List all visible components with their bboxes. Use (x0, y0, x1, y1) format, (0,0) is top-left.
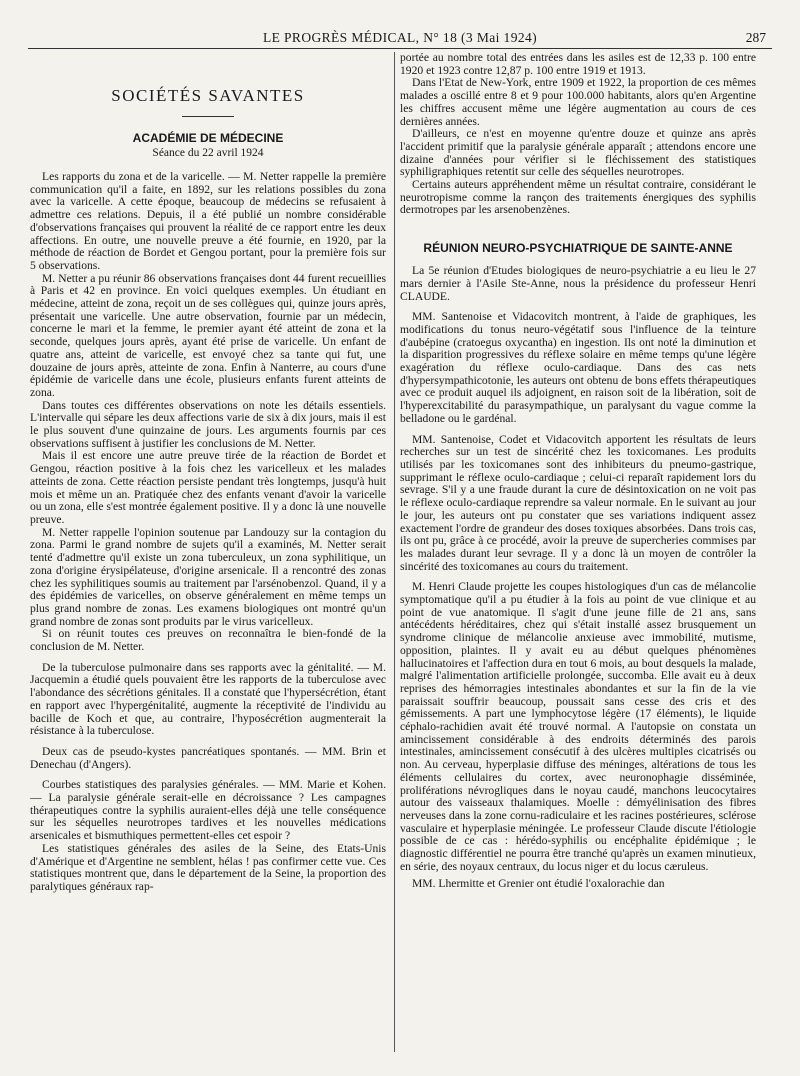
article-paragraph: MM. Santenoise et Vidacovitch montrent, à l'aide de graphiques, les modifications du tonus neuro-végétatif sous l'influence de la teinture d'aubépine (cratoegus oxycantha) en ingestion. Ils ont noté la diminution et la disparition progressives du réflexe solaire en même temps qu'une légère exagération du réflexe oculo-cardiaque. Dans des cas nets d'hypersympathicotonie, les auteurs ont obtenu de bons effets thérapeutiques avec ce produit auquel ils adjoignent, en raison soit de la libération, soit de l'hyperexcitabilité du parasympathique, un paralysant du vague comme la belladone ou le gardénal. (400, 310, 756, 425)
running-title: LE PROGRÈS MÉDICAL, N° 18 (3 Mai 1924) (262, 30, 538, 45)
article-paragraph: MM. Lhermitte et Grenier ont étudié l'oxalorachie dan (412, 877, 665, 891)
section-heading: RÉUNION NEURO-PSYCHIATRIQUE DE SAINTE-ANNE (423, 241, 733, 256)
article-paragraph: M. Netter rappelle l'opinion soutenue par Landouzy sur la contagion du zona. Parmi le grand nombre de sujets qu'il a examinés, M. Netter serait tenté d'admettre qu'il existe un zona tuberculeux, un zona syphilitique, un zona d'origine érysipélateuse, d'origine arsenicale. Il a rencontré des zonas chez les syphilitiques soumis au traitement par l'arsénobenzol. Quand, il y a des épidémies de varicelles, on observe généralement en même temps un plus grand nombre de zonas. Les examens biologiques ont montré qu'un grand nombre de zonas sont produits par le virus varicelleux. (30, 525, 386, 628)
article-paragraph: D'ailleurs, ce n'est en moyenne qu'entre douze et quinze ans après l'accident primitif que la paralysie générale apparaît ; attendons encore une dizaine d'années pour vérifier si le fléchissement des statistiques syphiligraphiques retentit sur celle des séquelles neurotropes. (400, 127, 756, 179)
article-paragraph: Courbes statistiques des paralysies générales. — MM. Marie et Kohen. — La paralysie générale serait-elle en décroissance ? Les campagnes thérapeutiques contre la syphilis auraient-elles déjà une telle conséquence sur les séquelles neurotropes tardives et les nouvelles médications arsenicales et bismuthiques permettent-elles cet espoir ? (30, 778, 386, 843)
page-number: 287 (745, 30, 766, 45)
section-title: SOCIÉTÉS SAVANTES (111, 86, 305, 105)
title-rule (182, 116, 234, 117)
right-column (400, 52, 756, 1062)
article-paragraph: portée au nombre total des entrées dans les asiles est de 12,33 p. 100 entre 1920 et 1923 contre 12,87 p. 100 entre 1919 et 1913. (400, 52, 756, 77)
article-paragraph: Dans l'Etat de New-York, entre 1909 et 1922, la proportion de ces mêmes malades a oscillé entre 8 et 9 pour 100.000 habitants, alors qu'en Argentine les chiffres accusent même une légère augmentation au cours de ces dernières années. (400, 76, 756, 128)
society-heading: ACADÉMIE DE MÉDECINE (132, 131, 284, 145)
column-divider (394, 52, 395, 1052)
session-date: Séance du 22 avril 1924 (152, 147, 264, 159)
running-header (28, 28, 772, 49)
article-paragraph: De la tuberculose pulmonaire dans ses rapports avec la génitalité. — M. Jacquemin a étudié quels pouvaient être les rapports de la tuberculose avec l'abondance des sécrétions génitales. Il a constaté que l'hypersécrétion, étant en rapport avec l'hypergénitalité, augmente la réceptivité de l'individu au bacille de Koch et que, au contraire, l'hyposécrétion augmenterait la résistance à la tuberculose. (30, 660, 386, 738)
article-paragraph: Les statistiques générales des asiles de la Seine, des Etats-Unis d'Amérique et d'Argentine ne semblent, hélas ! pas confirmer cette vue. Ces statistiques montrent que, dans le département de la Seine, la proportion des paralytiques généraux rap- (30, 841, 386, 893)
article-paragraph: M. Netter a pu réunir 86 observations françaises dont 44 furent recueillies à Paris et 42 en province. En voici quelques exemples. Un étudiant en médecine, atteint de zona, reçoit un de ses collègues qui, quinze jours après, présentait une varicelle. Une autre observation, fournie par un médecin, concerne le mari et la femme, le premier ayant été atteint de zona et la seconde, quelques jours après, ayant été prise de varicelle. Un enfant de quatre ans, atteint de varicelle, est envoyé chez sa tante qui fut, une douzaine de jours après, atteinte de zona. Enfin à Nanterre, au cours d'une épidémie de varicelle dans une école, plusieurs enfants furent atteints de zona. (30, 271, 386, 399)
article-paragraph: Mais il est encore une autre preuve tirée de la réaction de Bordet et Gengou, réaction positive à la fois chez les varicelleux et les malades atteints de zona. Cette réaction persiste pendant très longtemps, jusqu'à huit mois et même un an. Pratiquée chez des enfants venant d'avoir la varicelle ou un zona, elle s'est montrée également positive. Il y a donc là une nouvelle preuve. (30, 449, 386, 526)
article-paragraph: La 5e réunion d'Etudes biologiques de neuro-psychiatrie a eu lieu le 27 mars dernier à l'Asile Ste-Anne, nous la présidence du professeur Henri CLAUDE. (400, 264, 756, 303)
article-paragraph: M. Henri Claude projette les coupes histologiques d'un cas de mélancolie symptomatique qu'il a pu étudier à la fois au point de vue clinique et au point de vue anatomique. Il s'agit d'une jeune fille de 21 ans, sans antécédents héréditaires, chez qui s'était installé assez brusquement un syndrome clinique de mélancolie anxieuse avec immobilité, mutisme, opposition, plaintes. Il y avait eu au début quelques phénomènes hallucinatoires et l'affection dura en tout 6 mois, au bout desquels la malade, malgré l'alimentation artificielle prolongée, succomba. Elle avait eu à deux reprises des hémorragies intestinales abondantes et sur la fin de la vie paraissait souffrir beaucoup, poussait sans cesse des cris et des gémissements. A part une lymphocytose légère (17 éléments), le liquide céphalo-rachidien avait été trouvé normal. A l'autopsie on constata un amincissement considérable à des endroits déterminés des parois intestinales, amincissement consécutif à des ulcères multiples cicatrisés ou non. Au cerveau, hyperplasie diffuse des méninges, altérations de tous les éléments cellulaires du cortex, avec neuronophagie disséminée, proliférations névrogliques dans le noyau caudé, manchons leucocytaires autour des vaisseaux thalamiques. Moelle : démyélinisation des fibres nerveuses dans la zone cornu-radiculaire et les racines postérieures, sclérose vasculaire et hyperplasie méningée. Le professeur Claude discute l'étiologie possible de ce cas : hérédo-syphilis ou encéphalite épidémique ; le diagnostic différentiel ne pourra être tranché qu'après un examen minutieux, en série, des noyaux centraux, du locus niger et du locus cæruleus. (400, 580, 756, 873)
article-paragraph: Les rapports du zona et de la varicelle. — M. Netter rappelle la première communication qu'il a faite, en 1892, sur les relations possibles du zona avec la varicelle. A cette époque, beaucoup de médecins se refusaient à admettre ces relations. Depuis, il a été publié un nombre considérable d'observations françaises qui prouvent la réalité de ce rapport entre les deux affections. En outre, une nouvelle preuve a été fournie, en 1920, par la méthode de réaction de Bordet et Gengou portant, pour la première fois sur 5 observations. (30, 170, 386, 272)
article-paragraph: Certains auteurs appréhendent même un résultat contraire, considérant le neurotropisme comme la rançon des traitements énergiques des syphilis dermotropes par les arsenobenzènes. (400, 178, 756, 217)
article-paragraph: MM. Santenoise, Codet et Vidacovitch apportent les résultats de leurs recherches sur un test de sincérité chez les toxicomanes. Les produits utilisés par les toxicomanes sont des inhibiteurs du pneumo-gastrique, supprimant le réflexe oculo-cardiaque ; celui-ci reparaît rapidement lors du sevrage. S'il y a une fraude durant la cure de désintoxication on ne voit pas le réflexe oculo-cardiaque reprendre sa valeur normale. En le suivant au jour le jour, les auteurs ont pu constater que ses variations indiquent assez exactement l'ordre de grandeur des doses toxiques absorbées. Dans trois cas, ils ont pu, grâce à ce procédé, avoir la preuve de supercheries commises par les malades durant leur sevrage. Il y a donc là un moyen de contrôler la sincérité des toxicomanes au cours du traitement. (400, 432, 756, 573)
article-paragraph: Deux cas de pseudo-kystes pancréatiques spontanés. — MM. Brin et Denechau (d'Angers). (30, 744, 386, 771)
article-paragraph: Dans toutes ces différentes observations on note les détails essentiels. L'intervalle qui sépare les deux affections varie de six à dix jours, mais il est le plus souvent d'une quinzaine de jours. Les arguments fournis par ces observations suffisent à justifier les conclusions de M. Netter. (30, 398, 386, 450)
left-column (30, 52, 386, 1062)
article-paragraph: Si on réunit toutes ces preuves on reconnaîtra le bien-fondé de la conclusion de M. Netter. (30, 627, 386, 654)
